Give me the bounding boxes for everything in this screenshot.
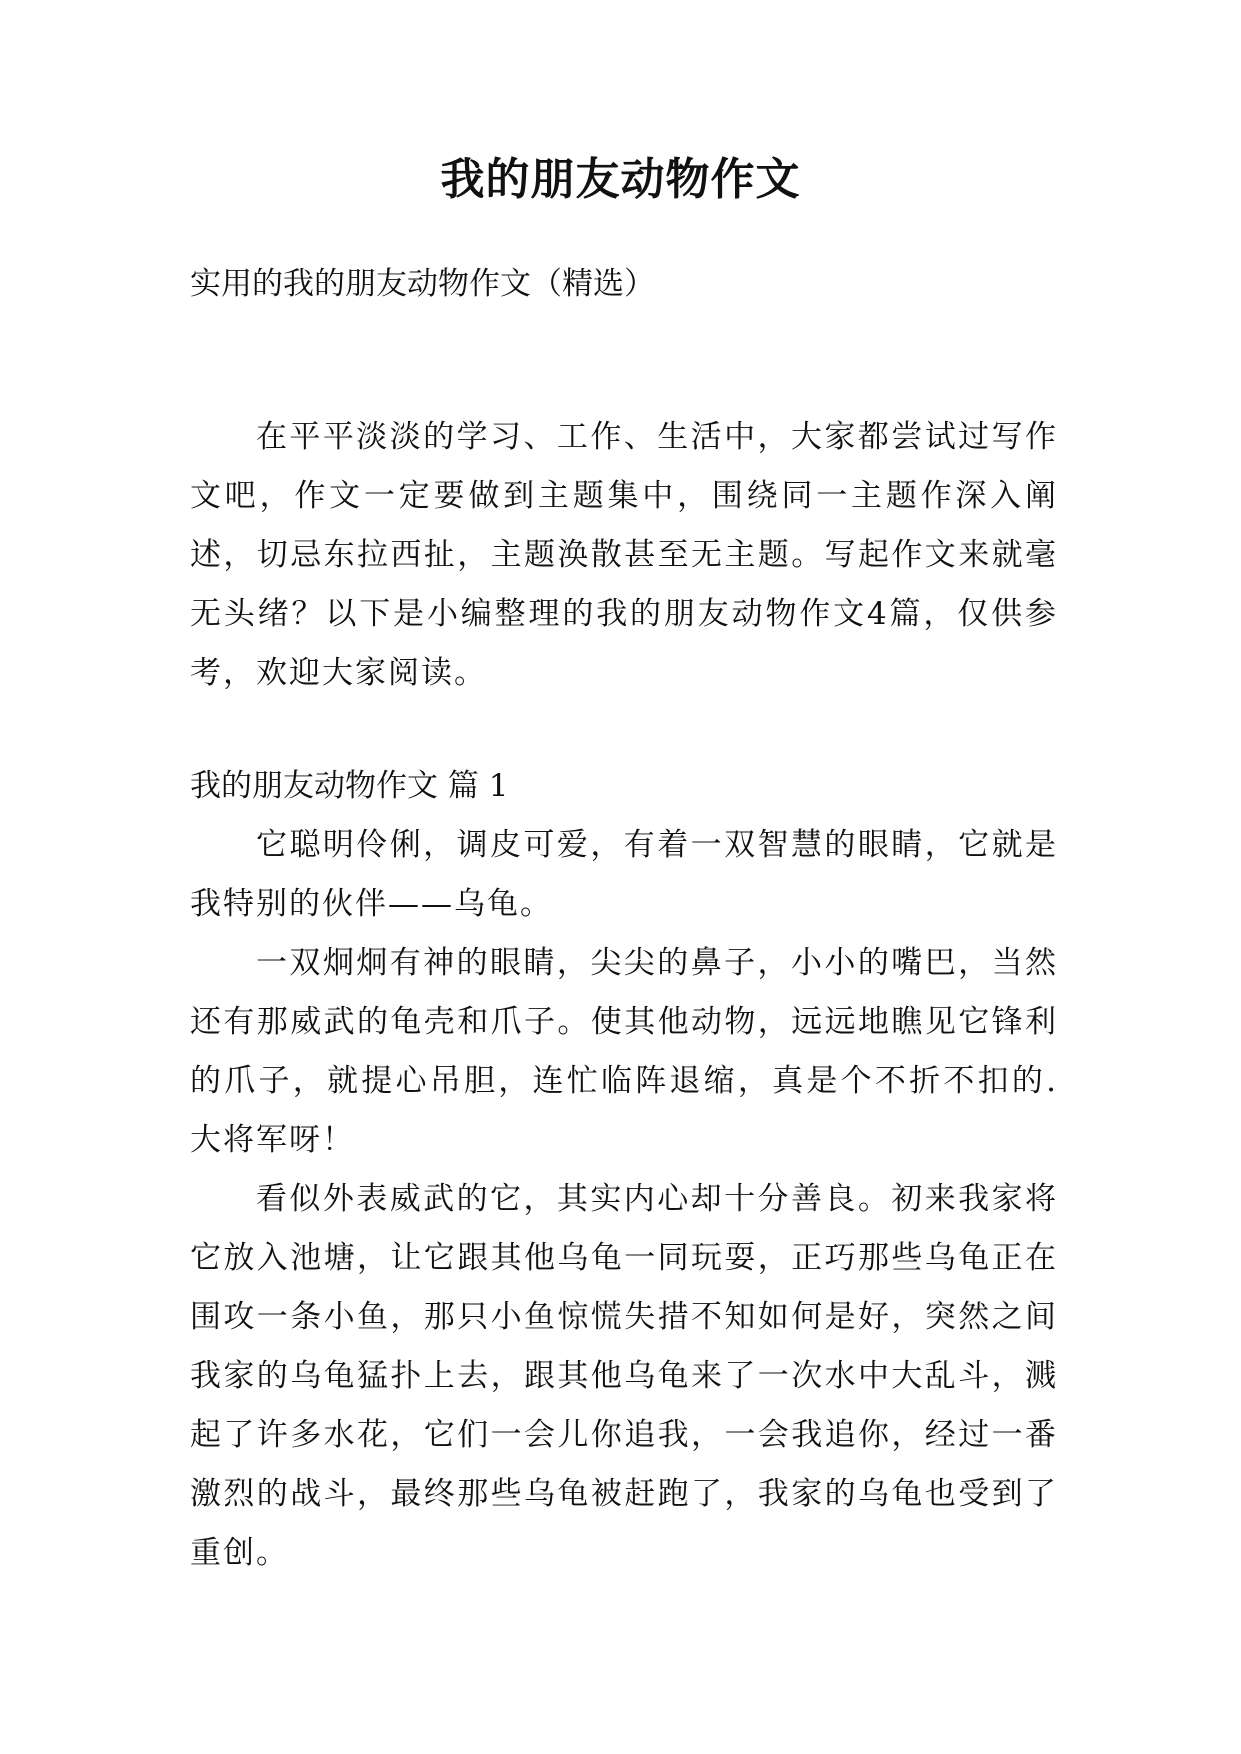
section-heading: 我的朋友动物作文 篇 1 (190, 768, 509, 804)
body-paragraph: 一双炯炯有神的眼睛，尖尖的鼻子，小小的嘴巴，当然还有那威武的龟壳和爪子。使其他动物，远远地瞧见它锋利的爪子，就提心吊胆，连忙临阵退缩，真是个不折不扣的.大将军呀！ (190, 945, 1058, 1158)
section-body (190, 816, 1058, 1583)
intro-paragraph: 在平平淡淡的学习、工作、生活中，大家都尝试过写作文吧，作文一定要做到主题集中，围绕同一主题作深入阐述，切忌东拉西扯，主题涣散甚至无主题。写起作文来就毫无头绪？以下是小编整理的我的朋友动物作文4篇，仅供参考，欢迎大家阅读。 (190, 419, 1058, 691)
document-title: 我的朋友动物作文 (440, 154, 801, 205)
body-paragraph: 看似外表威武的它，其实内心却十分善良。初来我家将它放入池塘，让它跟其他乌龟一同玩耍，正巧那些乌龟正在围攻一条小鱼，那只小鱼惊慌失措不知如何是好，突然之间我家的乌龟猛扑上去，跟其他乌龟来了一次水中大乱斗，溅起了许多水花，它们一会儿你追我，一会我追你，经过一番激烈的战斗，最终那些乌龟被赶跑了，我家的乌龟也受到了重创。 (190, 1181, 1058, 1571)
body-paragraph: 它聪明伶俐，调皮可爱，有着一双智慧的眼睛，它就是我特别的伙伴——乌龟。 (190, 827, 1058, 922)
document-subtitle: 实用的我的朋友动物作文（精选） (190, 266, 655, 302)
